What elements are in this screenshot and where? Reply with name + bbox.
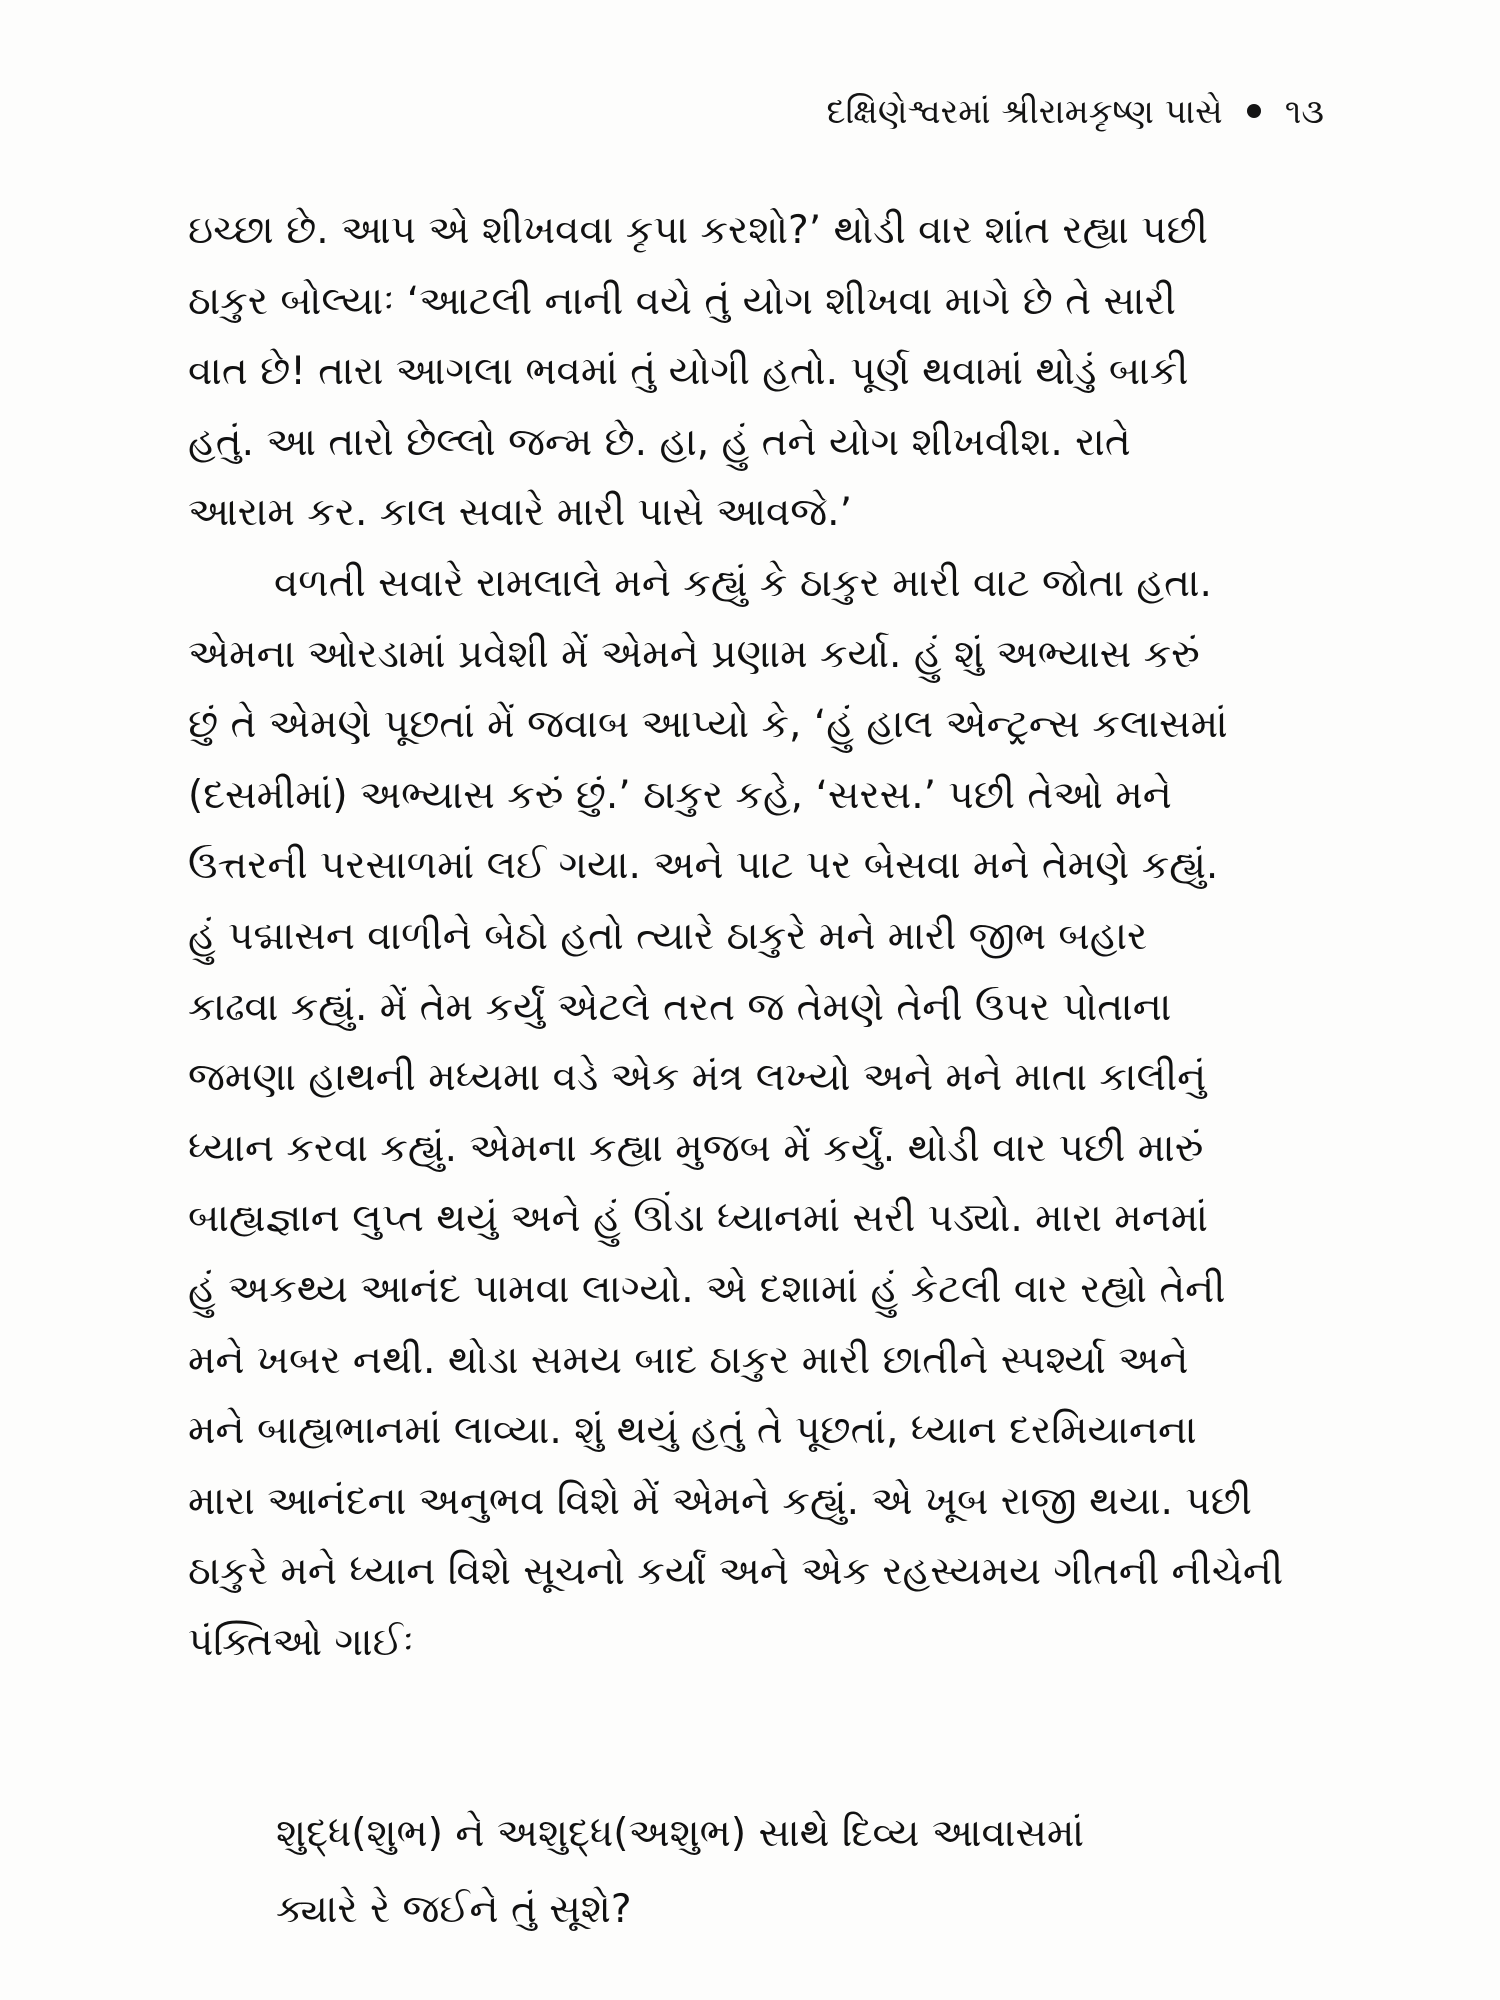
text-line: આરામ કર. કાલ સવારે મારી પાસે આવજે.’	[188, 490, 852, 536]
text-line: હું પદ્માસન વાળીને બેઠો હતો ત્યારે ઠાકુરે મને મારી જીભ બહાર	[188, 913, 1148, 959]
running-header	[826, 92, 1324, 132]
text-line: બાહ્યજ્ઞાન લુપ્ત થયું અને હું ઊંડા ધ્યાનમાં સરી પડ્યો. મારા મનમાં	[188, 1196, 1208, 1242]
text-line: ધ્યાન કરવા કહ્યું. એમના કહ્યા મુજબ મેં કર્યું. થોડી વાર પછી મારું	[188, 1125, 1204, 1171]
bullet-separator-icon	[1247, 104, 1261, 118]
text-line: ઠાકુર બોલ્યાઃ ‘આટલી નાની વયે તું યોગ શીખવા માગે છે તે સારી	[188, 278, 1176, 324]
poem-quote	[276, 1796, 1276, 1948]
text-line: જમણા હાથની મધ્યમા વડે એક મંત્ર લખ્યો અને મને માતા કાલીનું	[188, 1055, 1207, 1101]
text-line: એમના ઓરડામાં પ્રવેશી મેં એમને પ્રણામ કર્યા. હું શું અભ્યાસ કરું	[188, 631, 1200, 677]
text-line: મારા આનંદના અનુભવ વિશે મેં એમને કહ્યું. એ ખૂબ રાજી થયા. પછી	[188, 1478, 1252, 1524]
chapter-title: દક્ષિણેશ્વરમાં શ્રીરામકૃષ્ણ પાસે	[826, 92, 1223, 132]
text-line: ઠાકુરે મને ધ્યાન વિશે સૂચનો કર્યાં અને એક રહસ્યમય ગીતની નીચેની	[188, 1549, 1284, 1595]
text-line: વાત છે! તારા આગલા ભવમાં તું યોગી હતો. પૂર્ણ થવામાં થોડું બાકી	[188, 349, 1189, 395]
text-line: હતું. આ તારો છેલ્લો જન્મ છે. હા, હું તને યોગ શીખવીશ. રાતે	[188, 419, 1131, 465]
text-line: કાઢવા કહ્યું. મેં તેમ કર્યું એટલે તરત જ તેમણે તેની ઉપર પોતાના	[188, 984, 1172, 1030]
page-number: ૧૩	[1284, 92, 1324, 132]
text-line: છું તે એમણે પૂછતાં મેં જવાબ આપ્યો કે, ‘હું હાલ એન્ટ્રન્સ કલાસમાં	[188, 702, 1228, 748]
body-text	[188, 196, 1328, 1678]
text-line: પંક્તિઓ ગાઈઃ	[188, 1619, 414, 1665]
poem-line: શુદ્ધ(શુભ) ને અશુદ્ધ(અશુભ) સાથે દિવ્ય આવાસમાં	[276, 1811, 1084, 1856]
text-line: (દસમીમાં) અભ્યાસ કરું છું.’ ઠાકુર કહે, ‘સરસ.’ પછી તેઓ મને	[188, 772, 1172, 818]
poem-line: ક્યારે રે જઈને તું સૂશે?	[276, 1887, 632, 1932]
text-line: ઇચ્છા છે. આપ એ શીખવવા કૃપા કરશો?’ થોડી વાર શાંત રહ્યા પછી	[188, 208, 1208, 253]
text-line: હું અકથ્ય આનંદ પામવા લાગ્યો. એ દશામાં હું કેટલી વાર રહ્યો તેની	[188, 1266, 1226, 1312]
text-line: ઉત્તરની પરસાળમાં લઈ ગયા. અને પાટ પર બેસવા મને તેમણે કહ્યું.	[188, 843, 1219, 889]
text-line: મને બાહ્યભાનમાં લાવ્યા. શું થયું હતું તે પૂછતાં, ધ્યાન દરમિયાનના	[188, 1408, 1197, 1454]
text-line: મને ખબર નથી. થોડા સમય બાદ ઠાકુર મારી છાતીને સ્પર્શ્યા અને	[188, 1337, 1189, 1383]
paragraph-start-line: વળતી સવારે રામલાલે મને કહ્યું કે ઠાકુર મારી વાટ જોતા હતા.	[274, 560, 1212, 606]
